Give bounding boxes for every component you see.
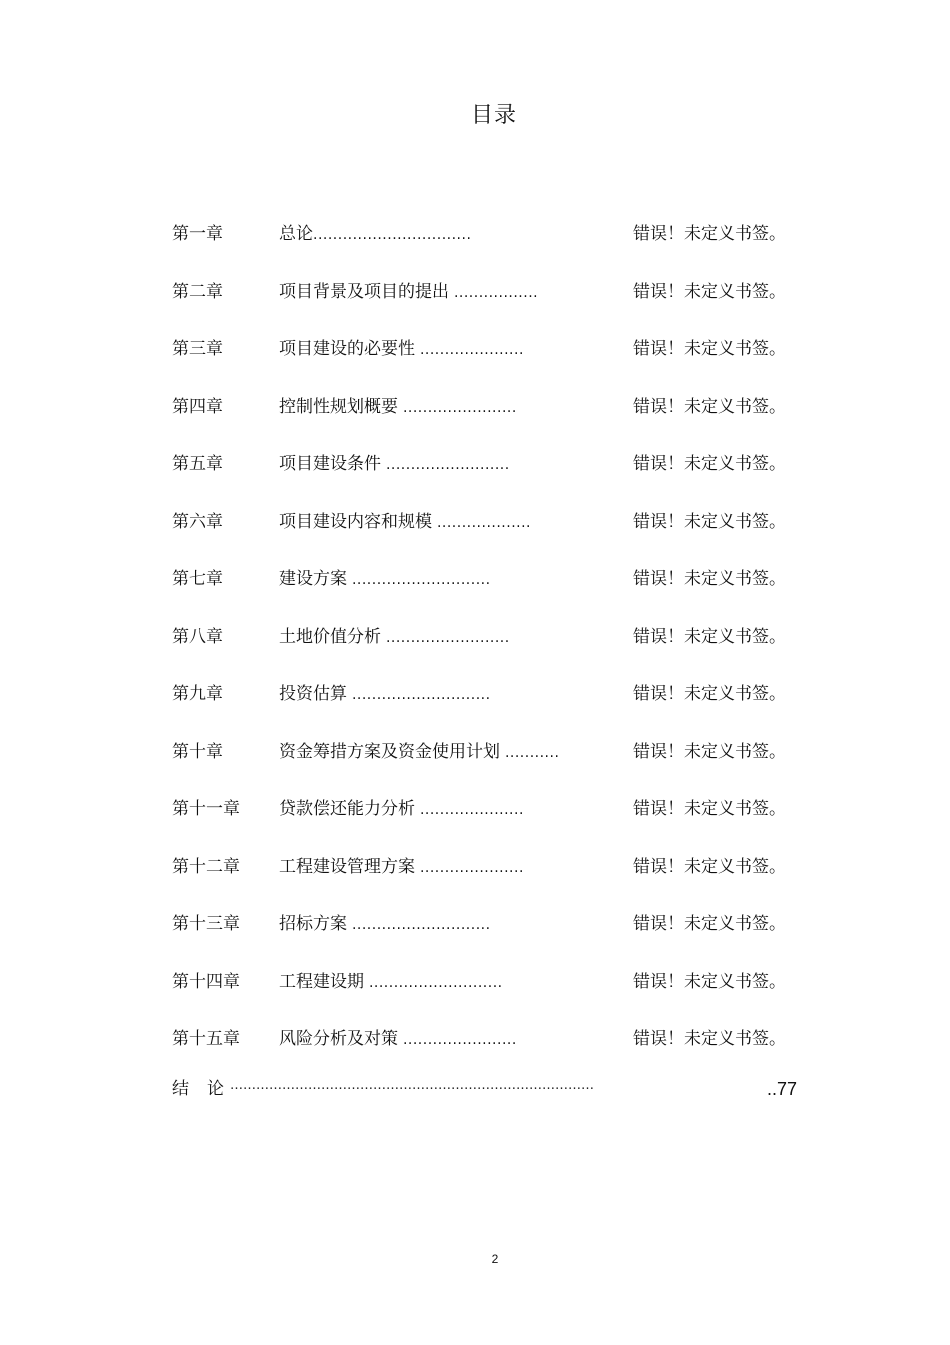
toc-entry-title: 招标方案 ............................ [279, 914, 491, 934]
toc-entry-title: 建设方案 ............................ [279, 569, 491, 589]
toc-entry[interactable] [172, 853, 812, 911]
toc-entry[interactable] [172, 968, 812, 1026]
toc-entry[interactable] [172, 795, 812, 853]
toc-page-reference: ..77 [767, 1079, 798, 1099]
toc-chapter-number: 第三章 [172, 339, 223, 359]
toc-page-reference: 错误！未定义书签。 [633, 224, 786, 244]
toc-entry[interactable] [172, 623, 812, 681]
toc-leader-dots: ................... [432, 514, 532, 531]
toc-chapter-number: 第十二章 [172, 856, 240, 877]
toc-leader-dots: ………………………………………………………………………… [230, 1078, 594, 1093]
toc-chapter-number: 第四章 [172, 396, 223, 417]
toc-page-reference: 错误！未定义书签。 [633, 1029, 786, 1049]
page-number: 2 [491, 1252, 499, 1266]
toc-leader-dots: ........................... [364, 974, 503, 991]
toc-entry-title: 控制性规划概要 ....................... [279, 396, 517, 417]
toc-page-reference: 错误！未定义书签。 [633, 626, 786, 647]
toc-leader-dots: ............................ [347, 917, 491, 933]
toc-entry-title: 贷款偿还能力分析 ..................... [279, 799, 524, 819]
toc-entry[interactable] [172, 220, 812, 278]
toc-chapter-number: 第二章 [172, 281, 223, 302]
toc-leader-dots: ..................... [415, 802, 524, 818]
toc-entry-title: 资金筹措方案及资金使用计划 ........... [279, 741, 560, 762]
toc-leader-dots: ..................... [415, 342, 524, 358]
toc-chapter-number: 第七章 [172, 569, 223, 589]
toc-page-reference: 错误！未定义书签。 [633, 396, 786, 417]
toc-conclusion-label: 结论 [172, 1079, 242, 1099]
toc-page-reference: 错误！未定义书签。 [633, 684, 786, 704]
toc-entry[interactable] [172, 910, 812, 968]
toc-chapter-number: 第六章 [172, 511, 223, 532]
toc-chapter-number: 第十四章 [172, 971, 240, 992]
table-of-contents [172, 220, 812, 1083]
toc-entry-title: 土地价值分析 ......................... [279, 626, 510, 647]
toc-leader-dots: ......................... [381, 457, 510, 473]
toc-leader-dots: ................. [449, 284, 539, 301]
toc-page-reference: 错误！未定义书签。 [633, 914, 786, 934]
toc-page-reference: 错误！未定义书签。 [633, 281, 786, 302]
toc-entry-title: 总论................................ [279, 224, 472, 244]
toc-chapter-number: 第八章 [172, 626, 223, 647]
toc-entry[interactable] [172, 393, 812, 451]
toc-leader-dots: ....................... [398, 399, 517, 416]
toc-chapter-number: 第十三章 [172, 914, 240, 934]
toc-entry-title: 工程建设期 ........................... [279, 971, 503, 992]
toc-leader-dots: ................................ [313, 227, 472, 243]
toc-page-reference: 错误！未定义书签。 [633, 741, 786, 762]
toc-entry[interactable] [172, 680, 812, 738]
toc-entry-title: 风险分析及对策 ....................... [279, 1029, 517, 1049]
toc-page-reference: 错误！未定义书签。 [633, 971, 786, 992]
toc-entry-title: 项目建设的必要性 ..................... [279, 339, 524, 359]
toc-leader-dots: ............................ [347, 687, 491, 703]
toc-chapter-number: 第九章 [172, 684, 223, 704]
toc-page-reference: 错误！未定义书签。 [633, 856, 786, 877]
toc-entry[interactable] [172, 508, 812, 566]
toc-entry[interactable] [172, 738, 812, 796]
toc-chapter-number: 第十章 [172, 741, 223, 762]
toc-page-reference: 错误！未定义书签。 [633, 511, 786, 532]
toc-entry-title: 项目建设内容和规模 ................... [279, 511, 532, 532]
toc-page-reference: 错误！未定义书签。 [633, 799, 786, 819]
toc-leader-dots: ......................... [381, 629, 510, 646]
toc-entry[interactable] [172, 335, 812, 393]
toc-entry-title: 项目背景及项目的提出 ................. [279, 281, 539, 302]
toc-page-reference: 错误！未定义书签。 [633, 454, 786, 474]
toc-leader-dots: ........... [500, 744, 560, 761]
toc-chapter-number: 第一章 [172, 224, 223, 244]
toc-entry[interactable] [172, 450, 812, 508]
toc-entry-conclusion[interactable] [172, 1075, 802, 1105]
toc-entry-title: 工程建设管理方案 ..................... [279, 856, 524, 877]
toc-chapter-number: 第十一章 [172, 799, 240, 819]
toc-page-reference: 错误！未定义书签。 [633, 569, 786, 589]
toc-chapter-number: 第五章 [172, 454, 223, 474]
toc-leader-dots: ..................... [415, 859, 524, 876]
toc-leader-dots: ....................... [398, 1032, 517, 1048]
toc-entry[interactable] [172, 278, 812, 336]
toc-entry[interactable] [172, 565, 812, 623]
page-title: 目录 [470, 103, 517, 128]
toc-page-reference: 错误！未定义书签。 [633, 339, 786, 359]
toc-leader-dots: ............................ [347, 572, 491, 588]
toc-chapter-number: 第十五章 [172, 1029, 240, 1049]
toc-entry-title: 投资估算 ............................ [279, 684, 491, 704]
toc-entry-title: 项目建设条件 ......................... [279, 454, 510, 474]
